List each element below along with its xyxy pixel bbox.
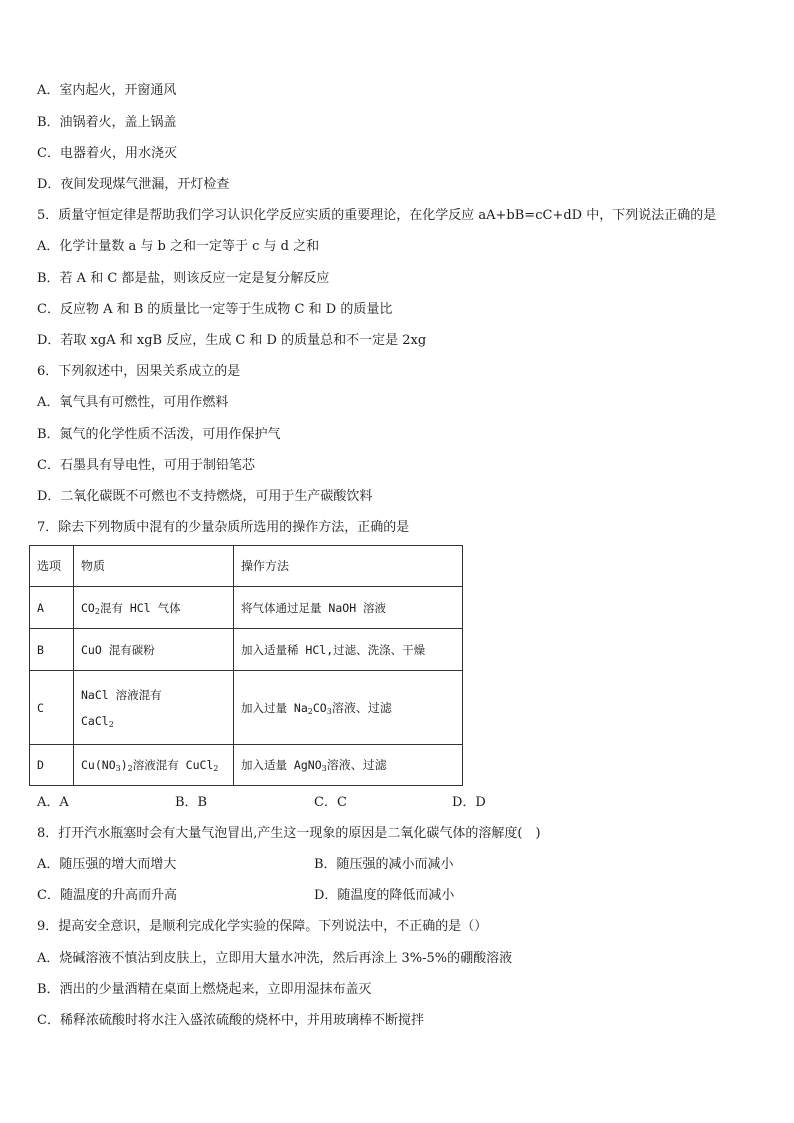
q9-option-a: A．烧碱溶液不慎沾到皮肤上，立即用大量水冲洗，然后再涂上 3%-5%的硼酸溶液 [37,951,513,966]
row-substance [74,587,234,629]
method-text: 溶液、过滤 [326,758,387,772]
q8-option-b: B．随压强的减小而减小 [314,857,454,872]
row-method [234,587,463,629]
subscript: 2 [94,606,100,616]
formula: CaCl [81,713,109,728]
subscript: 3 [115,764,121,773]
q9-option-b: B．洒出的少量酒精在桌面上燃烧起来，立即用湿抹布盖灭 [37,982,372,997]
q6-option-b: B．氮气的化学性质不活泼，可用作保护气 [37,427,281,442]
q7-option-a: A．A [37,795,69,810]
formula: CO [312,700,327,715]
q6-stem: 6．下列叙述中，因果关系成立的是 [37,364,241,379]
subscript: 3 [326,706,332,716]
table-row [30,629,463,671]
q7-table [29,545,463,786]
subscript: 2 [213,764,219,773]
q5-option-b: B．若 A 和 C 都是盐，则该反应一定是复分解反应 [37,271,330,286]
method-text: 将气体通过足量 NaOH 溶液 [241,600,387,615]
row-method [234,671,463,745]
table-row [30,587,463,629]
formula: CO [81,600,95,615]
q7-option-b: B．B [175,795,208,810]
q7-option-c: C．C [314,795,347,810]
subscript: 2 [108,719,114,729]
row-option: C [30,671,74,745]
row-substance [74,629,234,671]
q6-option-c: C．石墨具有导电性，可用于制铅笔芯 [37,458,255,473]
formula: ) [120,758,128,772]
row-option: D [30,745,74,786]
formula: CuO 混有碳粉 [81,642,155,657]
method-text: 加入适量 AgNO [241,758,322,772]
method-text: 加入过量 Na [241,700,308,715]
row-option: A [30,587,74,629]
formula: Cu(NO [81,758,116,772]
q5-option-a: A．化学计量数 a 与 b 之和一定等于 c 与 d 之和 [37,239,320,254]
q6-option-a: A．氧气具有可燃性，可用作燃料 [37,395,229,410]
q4-option-b: B．油锅着火，盖上锅盖 [37,115,177,130]
header-substance: 物质 [74,546,234,587]
q9-option-c: C．稀释浓硫酸时将水注入盛浓硫酸的烧杯中，并用玻璃棒不断搅拌 [37,1013,424,1028]
row-substance [74,671,234,745]
subscript: 2 [307,706,313,716]
header-option: 选项 [30,546,74,587]
q7-option-d: D．D [452,795,486,810]
q8-stem: 8．打开汽水瓶塞时会有大量气泡冒出,产生这一现象的原因是二氧化碳气体的溶解度( ) [37,826,541,841]
q8-option-d: D．随温度的降低而减小 [314,888,455,903]
formula: 溶液混有 CuCl [132,758,214,772]
row-method [234,745,463,786]
q4-option-a: A．室内起火，开窗通风 [37,83,177,98]
method-text: 溶液、过滤 [331,700,392,715]
formula: NaCl 溶液混有 [81,687,162,702]
row-method [234,629,463,671]
q4-option-c: C．电器着火，用水浇灭 [37,146,177,161]
table-row [30,671,463,745]
q8-option-a: A．随压强的增大而增大 [37,857,177,872]
header-method: 操作方法 [234,546,463,587]
method-text: 加入适量稀 HCl,过滤、洗涤、干燥 [241,642,426,657]
q8-option-c: C．随温度的升高而升高 [37,888,177,903]
q5-stem: 5．质量守恒定律是帮助我们学习认识化学反应实质的重要理论，在化学反应 aA+bB=cC+dD 中，下列说法正确的是 [37,208,717,223]
subscript: 2 [127,764,133,773]
q9-stem: 9．提高安全意识，是顺利完成化学实验的保障。下列说法中，不正确的是（） [37,919,488,934]
row-substance [74,745,234,786]
q4-option-d: D．夜间发现煤气泄漏，开灯检查 [37,177,230,192]
table-header-row [30,546,463,587]
table-row [30,745,463,786]
row-option: B [30,629,74,671]
q5-option-d: D．若取 xgA 和 xgB 反应，生成 C 和 D 的质量总和不一定是 2xg [37,333,427,348]
q7-stem: 7．除去下列物质中混有的少量杂质所选用的操作方法，正确的是 [37,520,410,535]
subscript: 3 [321,764,327,773]
q6-option-d: D．二氧化碳既不可燃也不支持燃烧，可用于生产碳酸饮料 [37,489,373,504]
q5-option-c: C．反应物 A 和 B 的质量比一定等于生成物 C 和 D 的质量比 [37,302,393,317]
formula: 混有 HCl 气体 [99,600,181,615]
